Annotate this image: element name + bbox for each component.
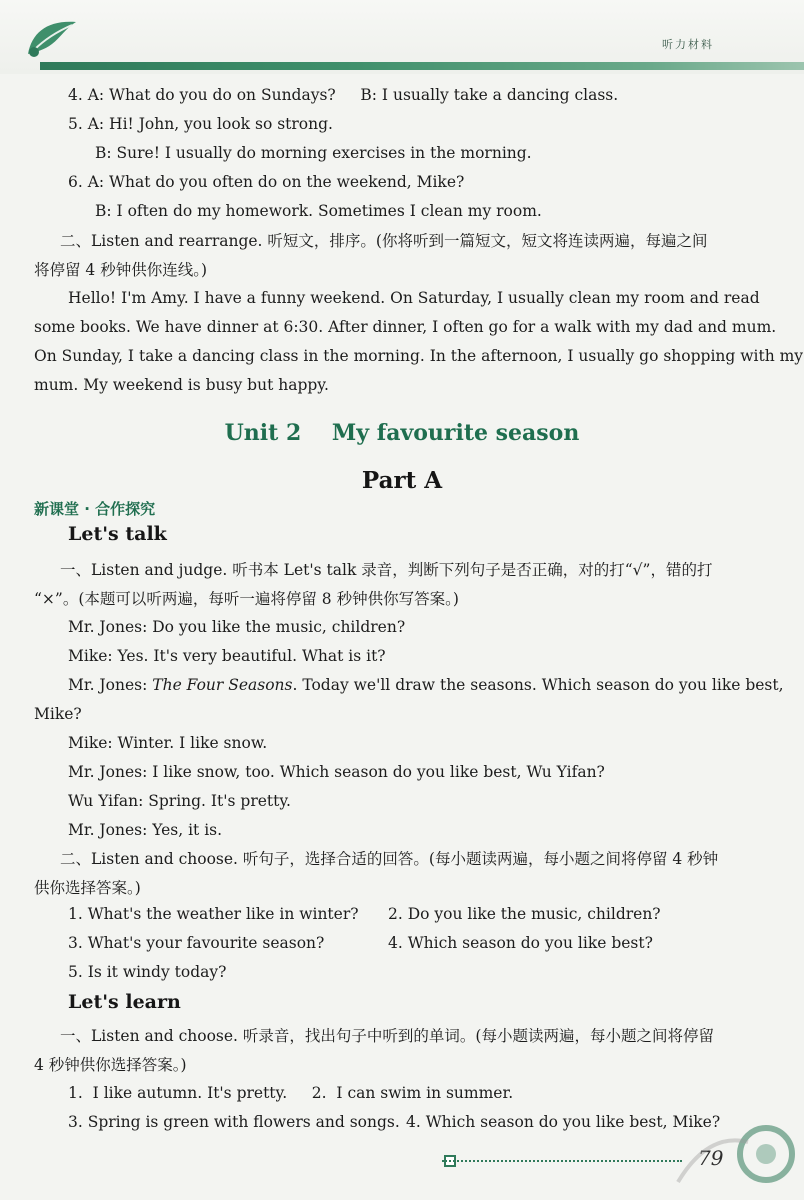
talk-line-5: Mr. Jones: I like snow, too. Which season do you like best, Wu Yifan? xyxy=(68,763,605,781)
instruction-rearrange-cont: 将停留 4 秒钟供你连线。) xyxy=(34,261,208,279)
dialogue-line-4: 4. A: What do you do on Sundays? B: I usually take a dancing class. xyxy=(68,86,619,104)
learn-line-1-2: 1. I like autumn. It's pretty. 2. I can swim in summer. xyxy=(68,1084,514,1102)
talk-line-3 xyxy=(68,675,784,695)
footer-dotted-rule xyxy=(442,1160,682,1162)
page-number: 79 xyxy=(698,1146,724,1170)
talk-line-3-rest: . Today we'll draw the seasons. Which season do you like best, xyxy=(292,676,784,694)
talk-line-1: Mr. Jones: Do you like the music, children? xyxy=(68,618,406,636)
question-1: 1. What's the weather like in winter? xyxy=(68,905,359,923)
talk-line-2: Mike: Yes. It's very beautiful. What is it? xyxy=(68,647,386,665)
instruction-choose: 二、Listen and choose. 听句子，选择合适的回答。(每小题读两遍，每小题之间将停留 4 秒钟 xyxy=(60,850,719,868)
dialogue-line-6a: 6. A: What do you often do on the weekend, Mike? xyxy=(68,173,465,191)
unit-title: Unit 2 My favourite season xyxy=(224,420,580,446)
leaf-logo-icon xyxy=(22,14,82,60)
talk-line-3-cont: Mike? xyxy=(34,705,82,723)
passage-line-2: some books. We have dinner at 6:30. After dinner, I often go for a walk with my dad and mum. xyxy=(34,318,777,336)
part-title: Part A xyxy=(361,467,443,494)
header-label: 听力材料 xyxy=(662,38,714,51)
header-rule xyxy=(40,62,804,70)
question-4: 4. Which season do you like best? xyxy=(388,934,653,952)
talk-line-4: Mike: Winter. I like snow. xyxy=(68,734,268,752)
learn-line-3: 3. Spring is green with flowers and songs. xyxy=(68,1113,400,1131)
passage-line-1: Hello! I'm Amy. I have a funny weekend. On Saturday, I usually clean my room and read xyxy=(68,289,760,307)
talk-line-3-title: The Four Seasons xyxy=(152,676,293,694)
passage-line-4: mum. My weekend is busy but happy. xyxy=(34,376,329,394)
question-5: 5. Is it windy today? xyxy=(68,963,227,981)
passage-line-3: On Sunday, I take a dancing class in the morning. In the afternoon, I usually go shopping with my xyxy=(34,347,804,365)
instruction-rearrange: 二、Listen and rearrange. 听短文，排序。(你将听到一篇短文，短文将连读两遍，每遍之间 xyxy=(60,232,708,250)
learn-line-4: 4. Which season do you like best, Mike? xyxy=(406,1113,721,1131)
talk-line-6: Wu Yifan: Spring. It's pretty. xyxy=(68,792,291,810)
lets-talk-heading: Let's talk xyxy=(68,523,167,545)
instruction-learn: 一、Listen and choose. 听录音，找出句子中听到的单词。(每小题读两遍，每小题之间将停留 xyxy=(60,1027,714,1045)
instruction-learn-cont: 4 秒钟供你选择答案。) xyxy=(34,1056,187,1074)
instruction-choose-cont: 供你选择答案。) xyxy=(34,879,141,897)
question-3: 3. What's your favourite season? xyxy=(68,934,325,952)
talk-line-3-speaker: Mr. Jones: xyxy=(68,676,153,694)
section-label: 新课堂 · 合作探究 xyxy=(34,500,156,518)
dialogue-line-6b: B: I often do my homework. Sometimes I clean my room. xyxy=(95,202,542,220)
question-2: 2. Do you like the music, children? xyxy=(388,905,661,923)
talk-line-7: Mr. Jones: Yes, it is. xyxy=(68,821,223,839)
lets-learn-heading: Let's learn xyxy=(68,991,181,1013)
dialogue-line-5a: 5. A: Hi! John, you look so strong. xyxy=(68,115,333,133)
watermark-logo-icon xyxy=(668,1112,798,1192)
dialogue-line-5b: B: Sure! I usually do morning exercises in the morning. xyxy=(95,144,532,162)
instruction-judge-cont: “×”。(本题可以听两遍，每听一遍将停留 8 秒钟供你写答案。) xyxy=(34,590,459,608)
instruction-judge: 一、Listen and judge. 听书本 Let's talk 录音，判断下列句子是否正确，对的打“√”，错的打 xyxy=(60,561,713,579)
